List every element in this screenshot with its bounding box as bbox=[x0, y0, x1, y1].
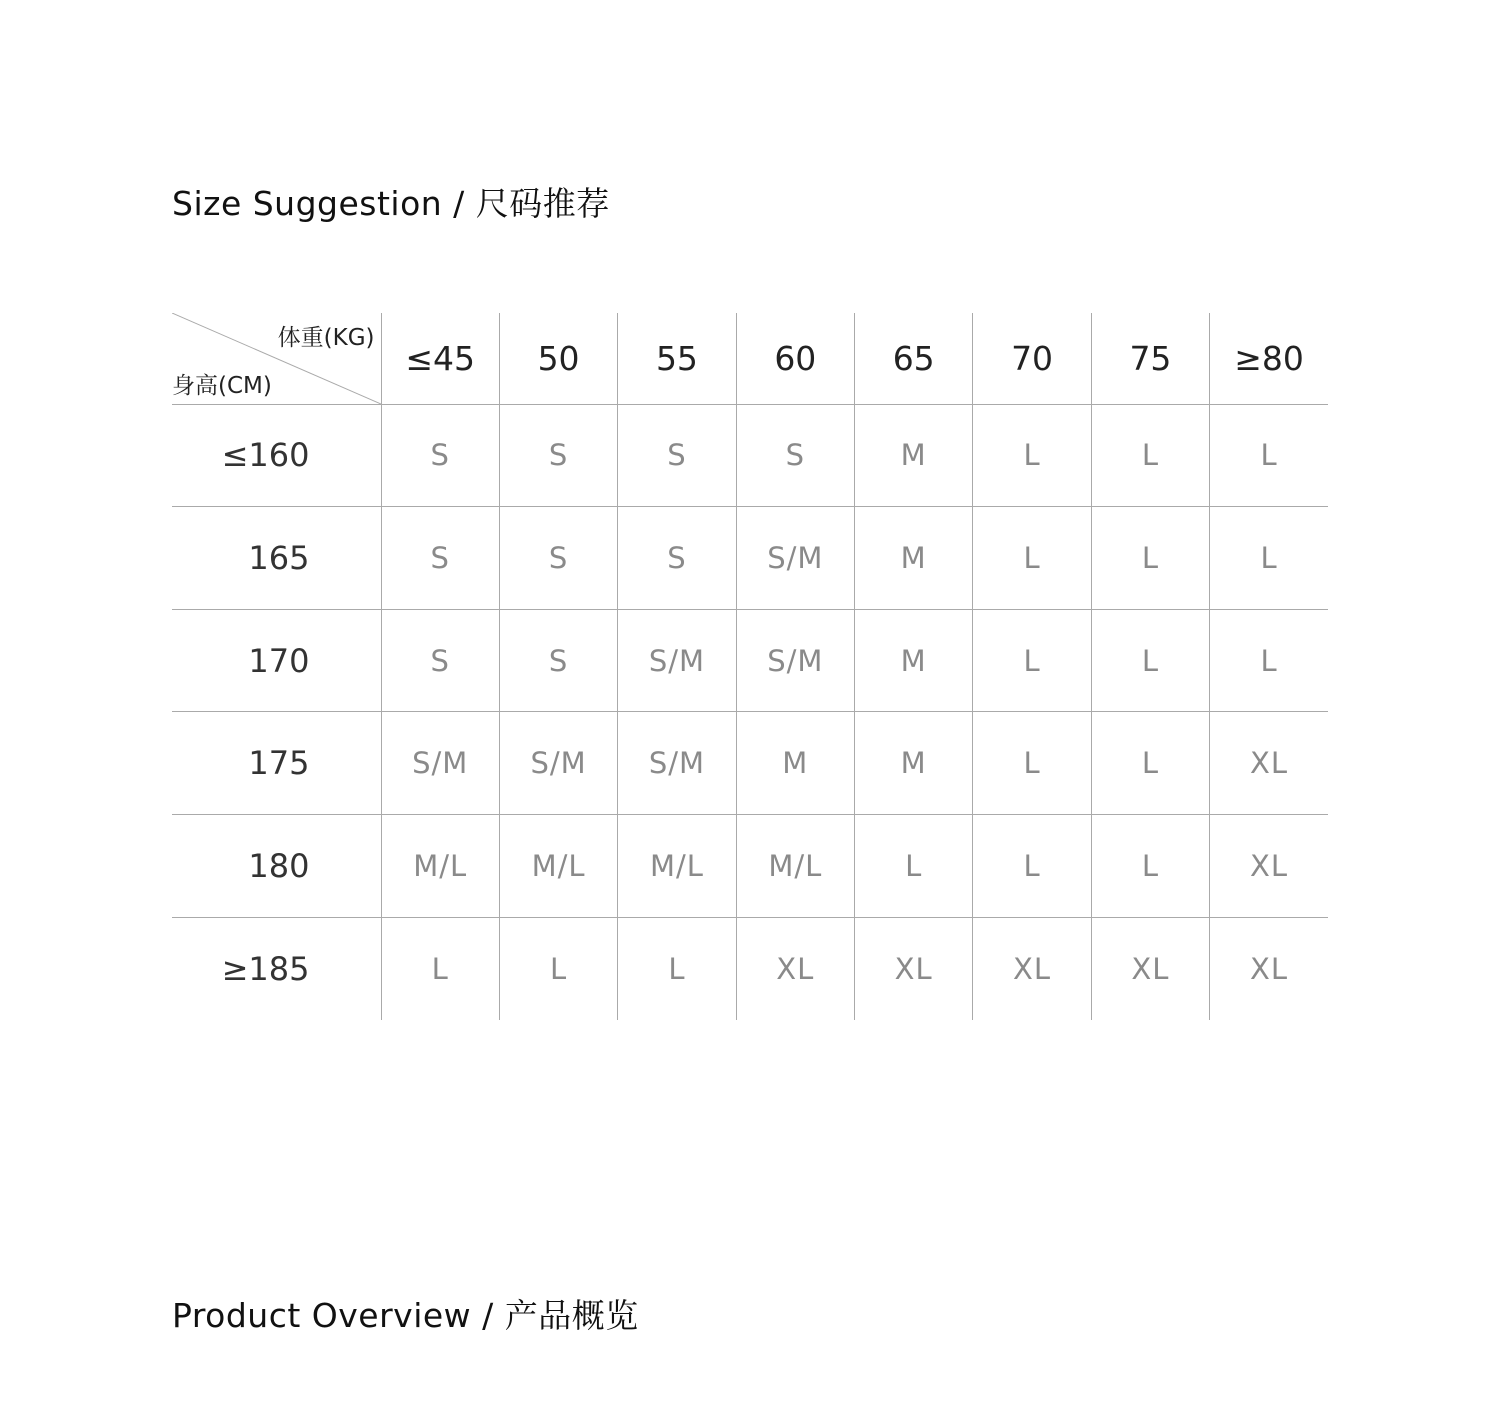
weight-header-cell: 70 bbox=[973, 313, 1091, 404]
size-cell: XL bbox=[1210, 712, 1328, 815]
size-cell: L bbox=[855, 815, 973, 918]
corner-header-cell bbox=[172, 313, 381, 404]
weight-header-row bbox=[172, 313, 1328, 404]
size-cell: L bbox=[618, 917, 736, 1020]
size-cell: L bbox=[973, 712, 1091, 815]
size-cell: L bbox=[1210, 404, 1328, 507]
weight-header-cell: 55 bbox=[618, 313, 736, 404]
size-cell: L bbox=[973, 815, 1091, 918]
size-cell: S bbox=[381, 507, 499, 610]
height-label-cell: 170 bbox=[172, 609, 381, 712]
size-cell: L bbox=[1210, 507, 1328, 610]
size-cell: M/L bbox=[499, 815, 617, 918]
size-cell: S/M bbox=[499, 712, 617, 815]
size-cell: L bbox=[973, 507, 1091, 610]
height-label-cell: 165 bbox=[172, 507, 381, 610]
size-cell: S bbox=[618, 404, 736, 507]
size-suggestion-title: Size Suggestion / 尺码推荐 bbox=[172, 184, 610, 223]
product-overview-title: Product Overview / 产品概览 bbox=[172, 1296, 639, 1335]
size-cell: S bbox=[381, 404, 499, 507]
size-cell: M bbox=[855, 609, 973, 712]
height-axis-label: 身高(CM) bbox=[172, 372, 272, 399]
weight-header-cell: 75 bbox=[1091, 313, 1209, 404]
size-cell: M bbox=[855, 507, 973, 610]
size-cell: S/M bbox=[618, 609, 736, 712]
height-label-cell: 175 bbox=[172, 712, 381, 815]
height-label-cell: ≤160 bbox=[172, 404, 381, 507]
size-cell: L bbox=[1210, 609, 1328, 712]
size-cell: S/M bbox=[381, 712, 499, 815]
size-row bbox=[172, 815, 1328, 918]
weight-header-cell: 65 bbox=[855, 313, 973, 404]
weight-header-cell: ≤45 bbox=[381, 313, 499, 404]
weight-header-cell: 50 bbox=[499, 313, 617, 404]
height-label-cell: ≥185 bbox=[221, 949, 310, 988]
size-row bbox=[172, 507, 1328, 610]
size-cell: L bbox=[1091, 507, 1209, 610]
size-cell: S bbox=[499, 507, 617, 610]
size-row bbox=[172, 917, 1328, 1020]
size-row bbox=[172, 712, 1328, 815]
size-row bbox=[172, 609, 1328, 712]
size-cell: S bbox=[381, 609, 499, 712]
size-cell: L bbox=[1091, 712, 1209, 815]
size-cell: L bbox=[1091, 815, 1209, 918]
weight-header-cell: 60 bbox=[736, 313, 854, 404]
size-row bbox=[172, 404, 1328, 507]
size-chart-table bbox=[172, 313, 1328, 1020]
size-cell: M/L bbox=[736, 815, 854, 918]
size-cell: M bbox=[855, 404, 973, 507]
size-cell: XL bbox=[736, 917, 854, 1020]
size-cell: S bbox=[499, 609, 617, 712]
height-label-cell: 180 bbox=[172, 815, 381, 918]
size-cell: L bbox=[499, 917, 617, 1020]
weight-axis-label: 体重(KG) bbox=[277, 325, 375, 351]
size-cell: M bbox=[736, 712, 854, 815]
size-cell: L bbox=[1091, 404, 1209, 507]
size-cell: S bbox=[618, 507, 736, 610]
size-cell: M/L bbox=[381, 815, 499, 918]
size-cell: S/M bbox=[618, 712, 736, 815]
size-cell: S bbox=[499, 404, 617, 507]
size-cell: L bbox=[973, 609, 1091, 712]
size-cell: XL bbox=[1210, 917, 1328, 1020]
size-cell: S/M bbox=[736, 507, 854, 610]
size-cell: L bbox=[1091, 609, 1209, 712]
weight-header-cell: ≥80 bbox=[1210, 313, 1328, 404]
size-cell: XL bbox=[1210, 815, 1328, 918]
size-cell: M/L bbox=[618, 815, 736, 918]
size-cell: L bbox=[381, 917, 499, 1020]
size-cell: XL bbox=[855, 917, 973, 1020]
size-cell: S/M bbox=[736, 609, 854, 712]
size-cell: S bbox=[736, 404, 854, 507]
size-cell: L bbox=[973, 404, 1091, 507]
size-cell: XL bbox=[973, 917, 1091, 1020]
size-cell: M bbox=[855, 712, 973, 815]
size-cell: XL bbox=[1091, 917, 1209, 1020]
